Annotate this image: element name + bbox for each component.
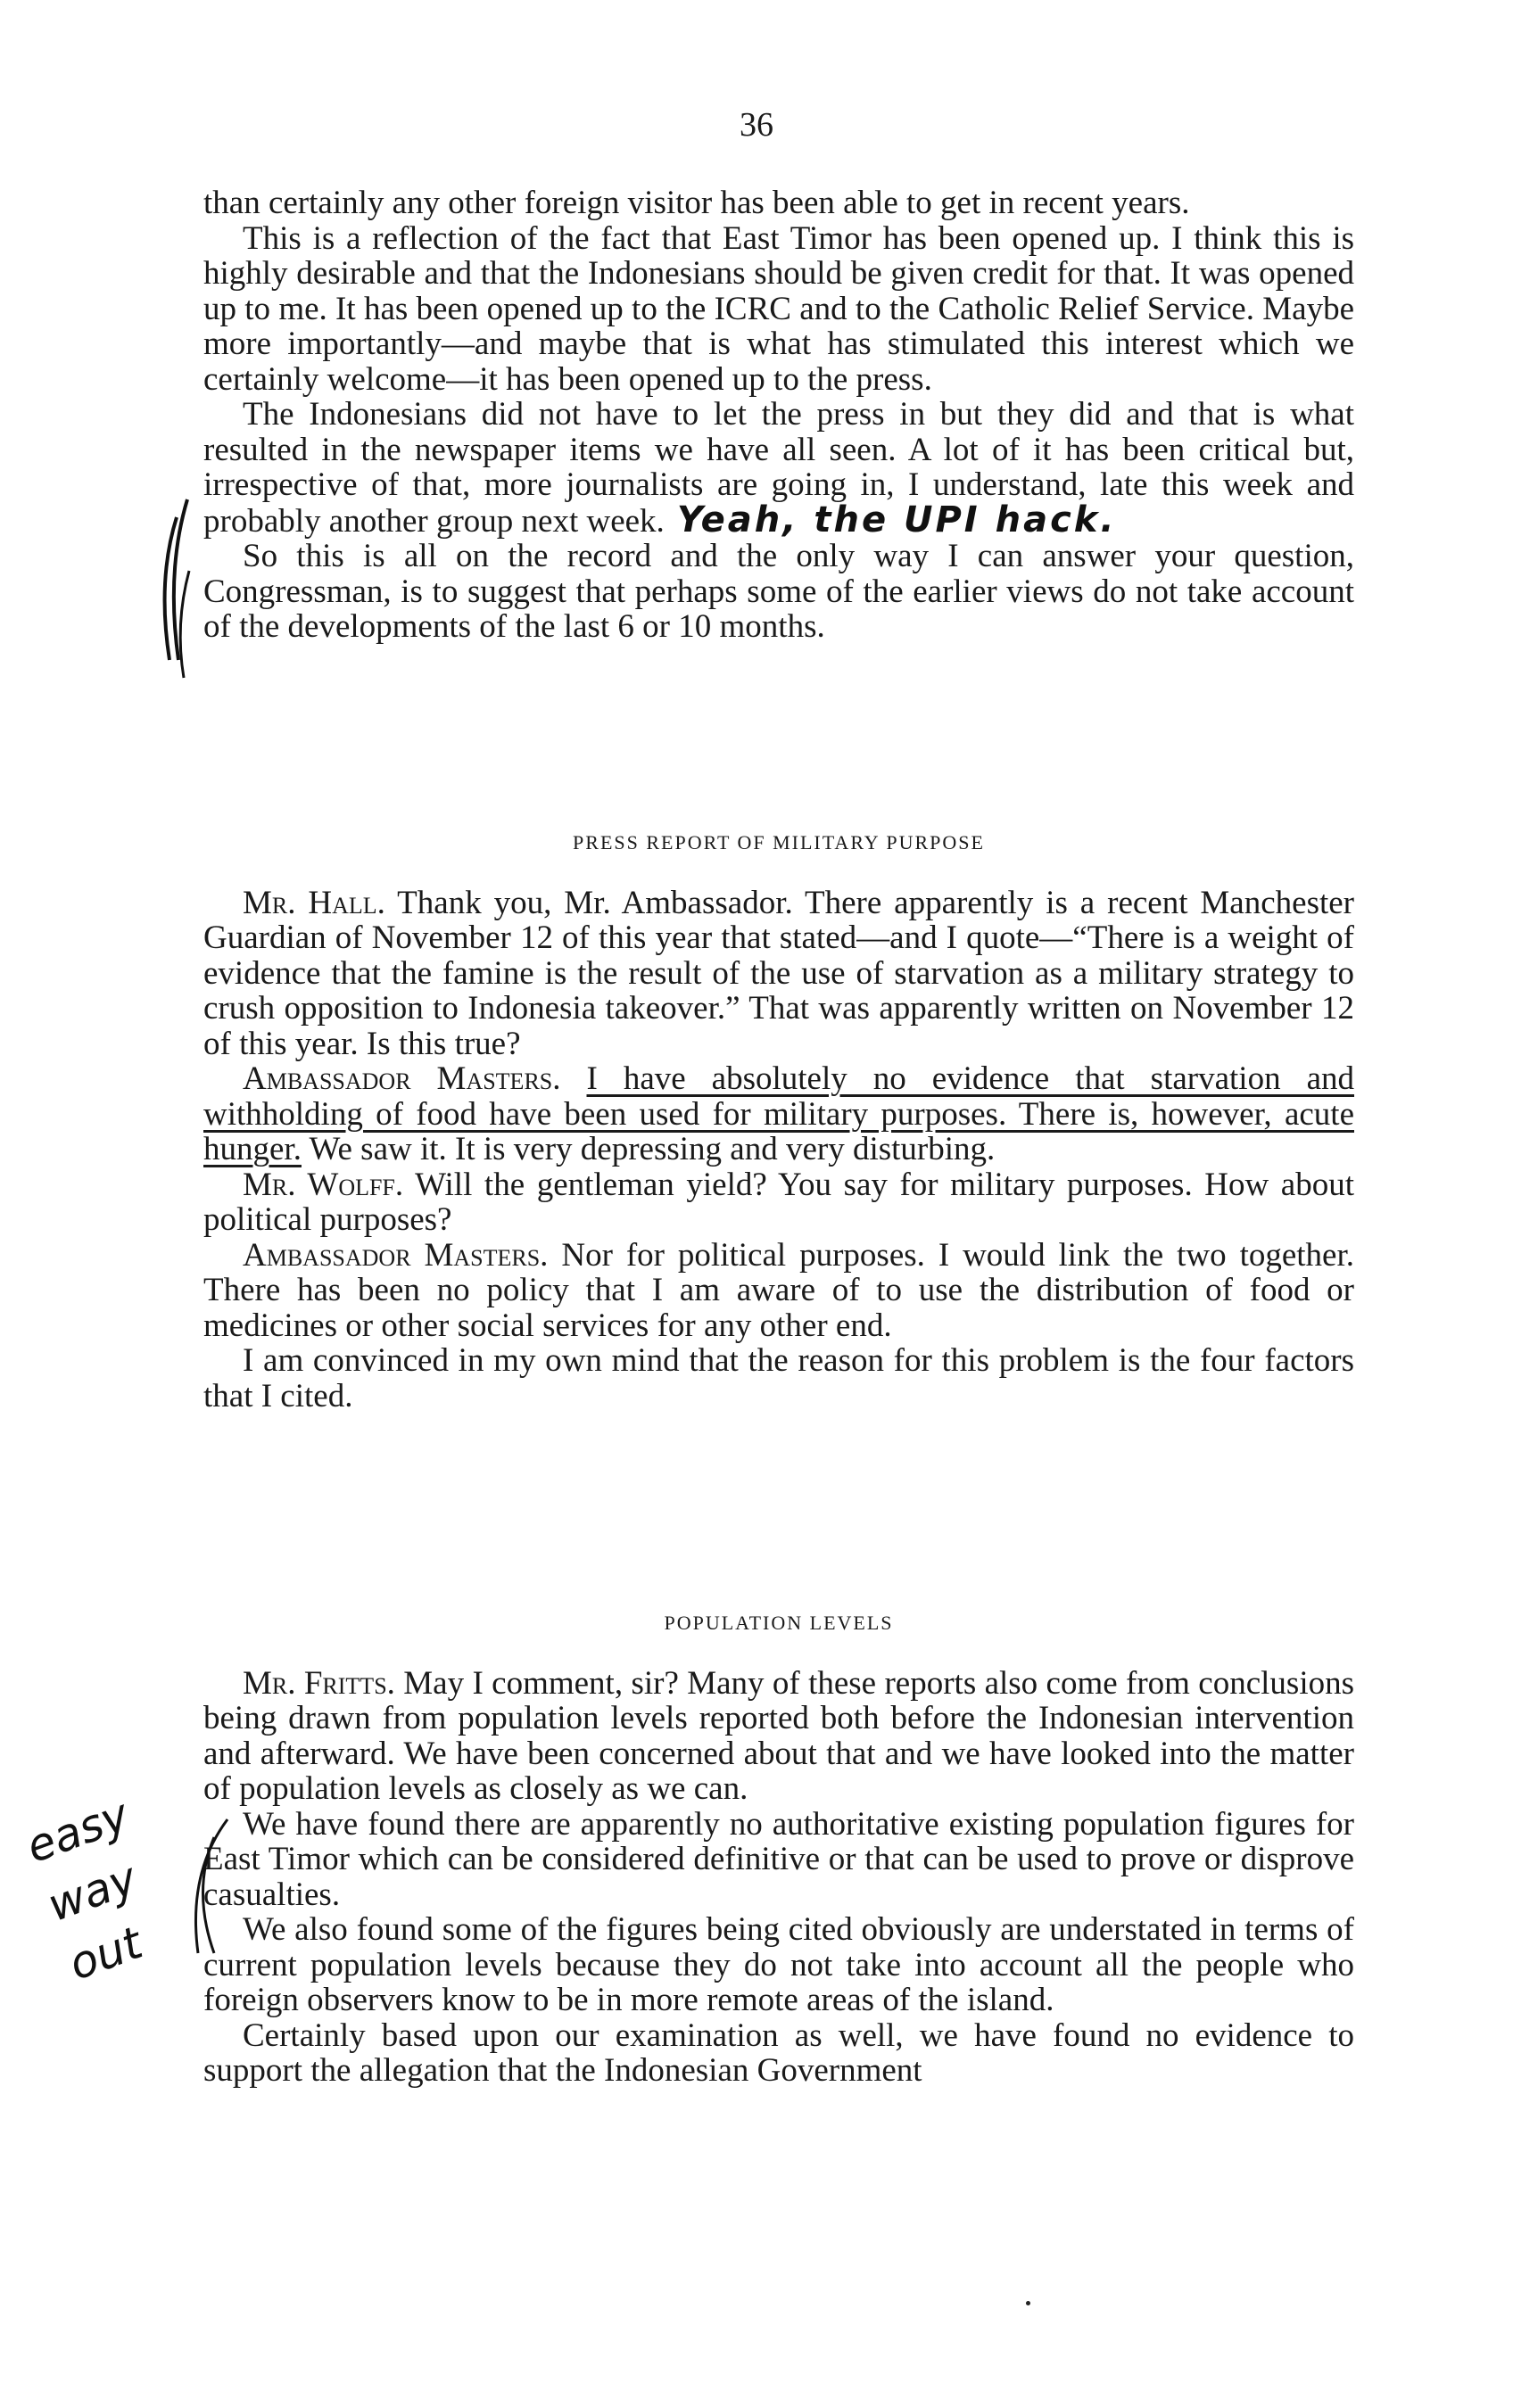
paragraph: [203, 886, 1354, 1062]
bracket-mark: [180, 571, 189, 678]
paragraph: We have found there are apparently no authoritative existing population figures for East Timor which can be considered definitive or that can be used to prove or disprove casualties.: [203, 1805, 1354, 1913]
margin-note-line: way: [40, 1851, 144, 1932]
paragraph: I am convinced in my own mind that the reason for this problem is the four factors that I cited.: [203, 1342, 1354, 1414]
section-heading: PRESS REPORT OF MILITARY PURPOSE: [573, 831, 985, 854]
underlined-text: I have absolutely no evidence that starvation and withholding of food have been used for military purposes. There is, however, acute hunger.: [203, 1060, 1355, 1167]
paragraph: [203, 1666, 1354, 1807]
section-heading: POPULATION LEVELS: [664, 1612, 894, 1634]
paragraph-text: May I comment, sir? Many of these reports also come from conclusions being drawn from population levels reported both before the Indonesian intervention and afterward. We have been concerned about that and we have looked into the matter of population levels as closely as we can.: [203, 1664, 1355, 1807]
paragraph-text: Thank you, Mr. Ambassador. There apparently is a recent Manchester Guardian of November 12 of this year that stated—and I quote—“There is a weight of evidence that the famine is the result of the use of starvation as a military strategy to crush opposition to Indonesia takeover.” That was apparently written on November 12 of this year. Is this true?: [203, 884, 1354, 1062]
page-number: 36: [740, 106, 773, 144]
speaker: Ambassador Masters.: [243, 1060, 561, 1097]
text-block-bottom: [203, 1605, 1354, 2089]
text-block-top: [203, 186, 1354, 645]
speaker: Mr. Hall.: [243, 884, 385, 921]
paragraph-text: The Indonesians did not have to let the press in but they did and that is what resulted in the newspaper items we have all seen. A lot of it has been critical but, irrespective of that, more journalists are going in, I understand, late this week and probably another group next week.: [203, 396, 1354, 540]
bracket-mark: [165, 517, 177, 660]
paragraph-text: We saw it. It is very depressing and very disturbing.: [309, 1131, 996, 1167]
paragraph: [203, 1167, 1354, 1238]
speaker: Ambassador Masters.: [243, 1236, 549, 1274]
paragraph: We also found some of the figures being cited obviously are understated in terms of current population levels because they do not take into account all the people who foreign observers know to be in more remote areas of the island.: [203, 1911, 1354, 2018]
margin-note-line: easy: [20, 1788, 136, 1874]
paragraph: This is a reflection of the fact that East Timor has been opened up. I think this is highly desirable and that the Indonesians should be given credit for that. It was opened up to me. It has been opened up to the ICRC and to the Catholic Relief Service. Maybe more importantly—and maybe that is what has stimulated this interest which we certainly welcome—it has been opened up to the press.: [203, 219, 1354, 398]
speck: [1026, 2301, 1030, 2305]
paragraph-text: Nor for political purposes. I would link the two together. There has been no policy that I am aware of to use the distribution of food or medicines or other social services for any other end.: [203, 1236, 1354, 1344]
speaker: Mr. Fritts.: [243, 1664, 395, 1702]
text-block-middle: [203, 825, 1354, 1414]
bracket-mark: [174, 499, 187, 660]
speaker: Mr. Wolff.: [243, 1166, 404, 1203]
handwritten-annotation: Yeah, the UPI hack.: [676, 499, 1117, 540]
paragraph: Certainly based upon our examination as well, we have found no evidence to support the allegation that the Indonesian Government: [203, 2016, 1354, 2089]
paragraph: So this is all on the record and the only way I can answer your question, Congressman, is to suggest that perhaps some of the earlier views do not take account of the developments of the last 6 or 10 months.: [203, 538, 1354, 645]
paragraph: [203, 1238, 1354, 1344]
paragraph: [203, 397, 1354, 539]
paragraph: than certainly any other foreign visitor has been able to get in recent years.: [203, 185, 1190, 221]
paragraph: [203, 1061, 1354, 1167]
paragraph-text: Will the gentleman yield? You say for military purposes. How about political purposes?: [203, 1166, 1354, 1238]
margin-note-line: out: [62, 1917, 149, 1991]
